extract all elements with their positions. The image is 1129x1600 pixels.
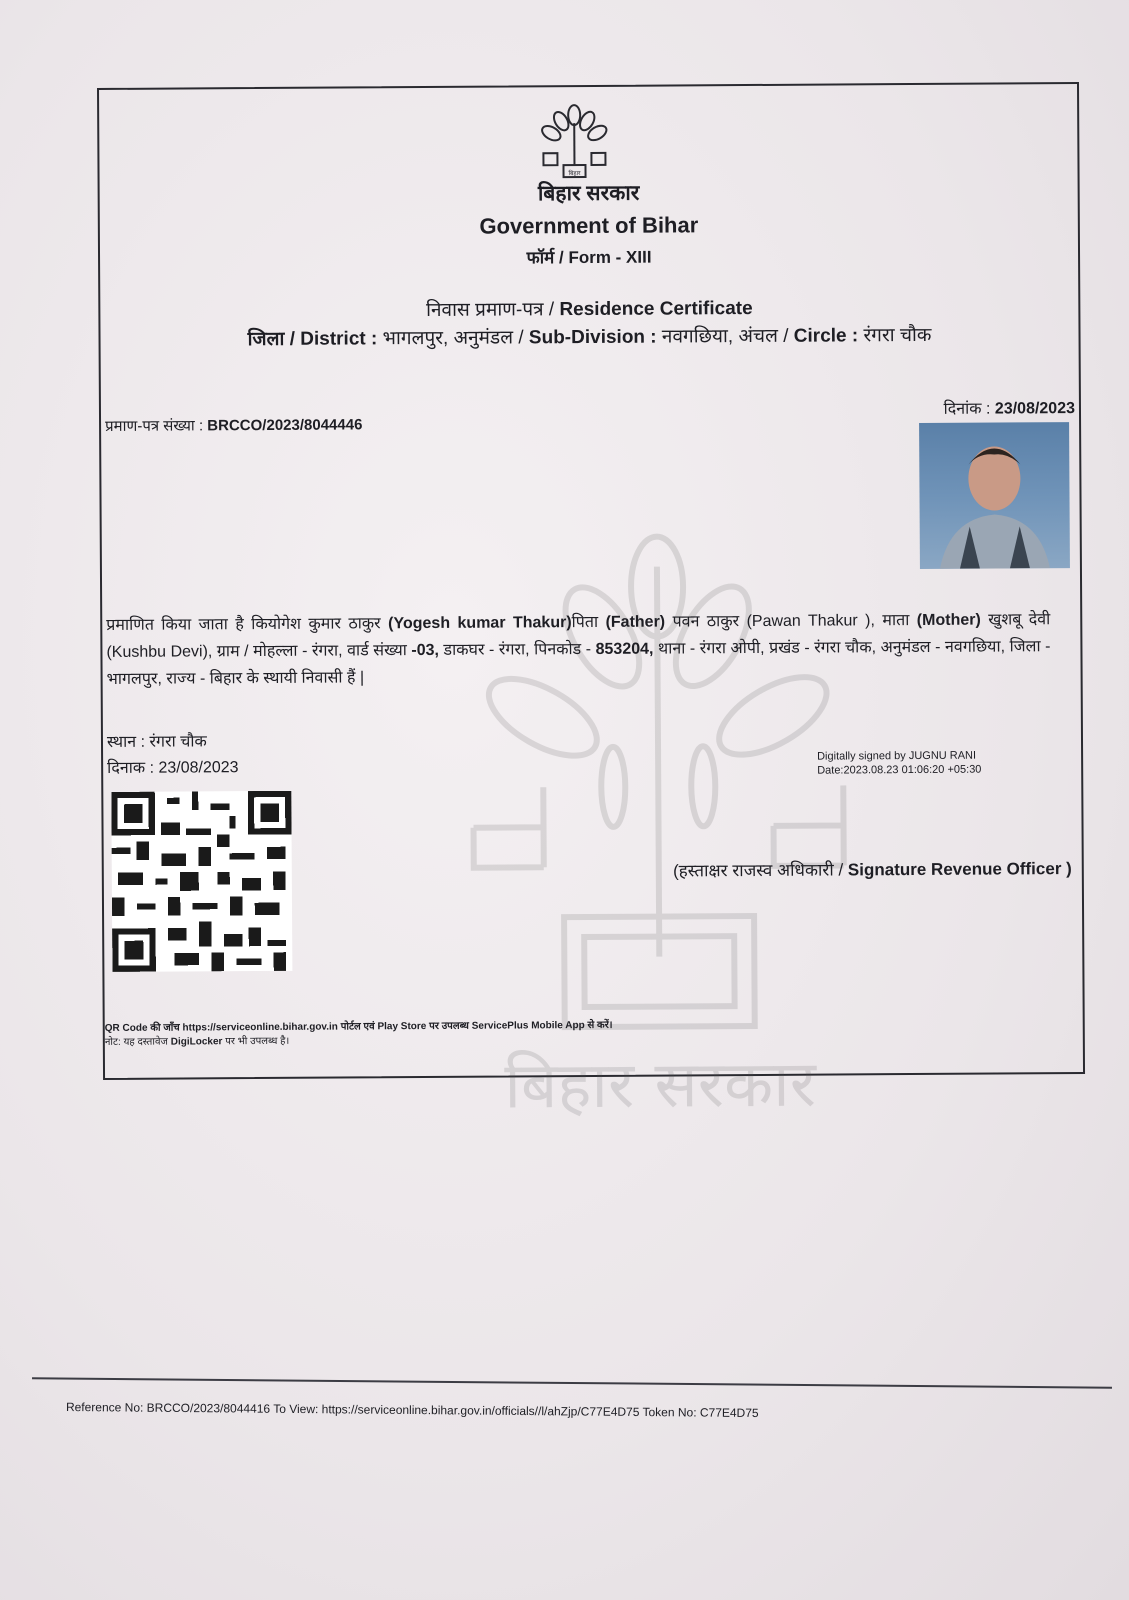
post-office: डाकघर - रंगरा, पिनकोड - xyxy=(443,640,592,659)
body-intro: प्रमाणित किया जाता है कियोगेश कुमार ठाकुर xyxy=(106,615,381,634)
issue-date-value: 23/08/2023 xyxy=(994,400,1076,418)
mother-and-address: खुशबू देवी (Kushbu Devi), ग्राम / मोहल्ला - रंगरा, वार्ड संख्या xyxy=(106,611,1051,661)
pincode: 853204, xyxy=(595,640,654,658)
circle-label-hindi: अंचल / xyxy=(738,325,789,348)
place-label: स्थान : रंगरा चौक xyxy=(106,733,207,751)
title-hindi: बिहार सरकार xyxy=(537,181,640,206)
signature-label xyxy=(673,856,1072,881)
digilocker-prefix: नोट: यह दस्तावेज xyxy=(104,1036,168,1048)
applicant-name: (Yogesh kumar Thakur) xyxy=(388,614,572,633)
bihar-emblem xyxy=(529,103,619,184)
father-label: (Father) xyxy=(605,613,666,631)
qr-code[interactable] xyxy=(111,791,292,972)
address-rest: थाना - रंगरा ओपी, प्रखंड - रंगरा चौक, अनुमंडल - नवगछिया, जिला - भागलपुर, राज्य - बिहार के स्थायी निवासी हैं | xyxy=(106,638,1051,688)
qr-note-prefix: QR Code की जाँच xyxy=(104,1022,180,1034)
form-label: फॉर्म / Form - XIII xyxy=(526,247,652,268)
digilocker-name: DigiLocker xyxy=(170,1036,223,1048)
issue-date xyxy=(944,396,1076,419)
district-line xyxy=(100,320,1078,352)
district-label: जिला / District : xyxy=(247,328,378,351)
circle-value: रंगरा चौक xyxy=(863,324,932,347)
qr-note xyxy=(105,1019,613,1050)
watermark-text: बिहार सरकार xyxy=(504,1047,817,1124)
digilocker-end: पर भी उपलब्ध है। xyxy=(225,1035,290,1048)
subdivision-label-hindi: अनुमंडल / xyxy=(453,327,524,349)
circle-label: Circle : xyxy=(793,325,859,347)
qr-note-end: से करें। xyxy=(587,1019,613,1032)
digital-signature-name: Digitally signed by JUGNU RANI xyxy=(817,749,977,763)
qr-note-app: ServicePlus Mobile App xyxy=(471,1020,585,1032)
certificate-frame xyxy=(97,82,1085,1124)
ward-number: -03, xyxy=(411,641,440,660)
certificate-title-english: Residence Certificate xyxy=(559,297,753,321)
footer-date: दिनाक : 23/08/2023 xyxy=(107,759,239,777)
applicant-photo xyxy=(919,422,1070,569)
certificate-number-value: BRCCO/2023/8044446 xyxy=(207,416,363,435)
digital-signature-date: Date:2023.08.23 01:06:20 +05:30 xyxy=(817,763,982,777)
qr-note-url[interactable]: https://serviceonline.bihar.gov.in xyxy=(182,1021,338,1034)
certificate-title xyxy=(100,292,1078,324)
father-label-hindi: पिता xyxy=(571,613,599,632)
mother-label: (Mother) xyxy=(916,611,981,630)
qr-note-mid2: पर उपलब्ध xyxy=(429,1020,469,1032)
title-english: Government of Bihar xyxy=(479,212,699,239)
reference-line: Reference No: BRCCO/2023/8044416 To View: https://serviceonline.bihar.gov.in/officials//l/ahZjp/C77E4D75 Token No: C77E4D75 xyxy=(65,1400,759,1421)
qr-note-store: Play Store xyxy=(377,1021,427,1033)
subdivision-value: नवगछिया, xyxy=(661,326,734,348)
certificate-title-hindi: निवास प्रमाण-पत्र / xyxy=(425,299,555,321)
certificate-body xyxy=(106,606,1050,693)
certificate-number-label: प्रमाण-पत्र संख्या : xyxy=(105,417,204,435)
certificate-number xyxy=(105,414,362,436)
signature-label-english: Signature Revenue Officer ) xyxy=(847,859,1072,880)
subdivision-label: Sub-Division : xyxy=(528,326,657,349)
place-date xyxy=(107,729,239,782)
father-name: पवन ठाकुर (Pawan Thakur ), माता xyxy=(672,612,910,631)
emblem-text: बिहार xyxy=(568,170,581,178)
district-value: भागलपुर, xyxy=(382,327,449,350)
digital-signature xyxy=(817,749,981,778)
qr-note-mid: पोर्टल एवं xyxy=(340,1021,375,1033)
issue-date-label: दिनांक : xyxy=(943,400,991,418)
signature-label-hindi: (हस्ताक्षर राजस्व अधिकारी / xyxy=(672,860,844,881)
